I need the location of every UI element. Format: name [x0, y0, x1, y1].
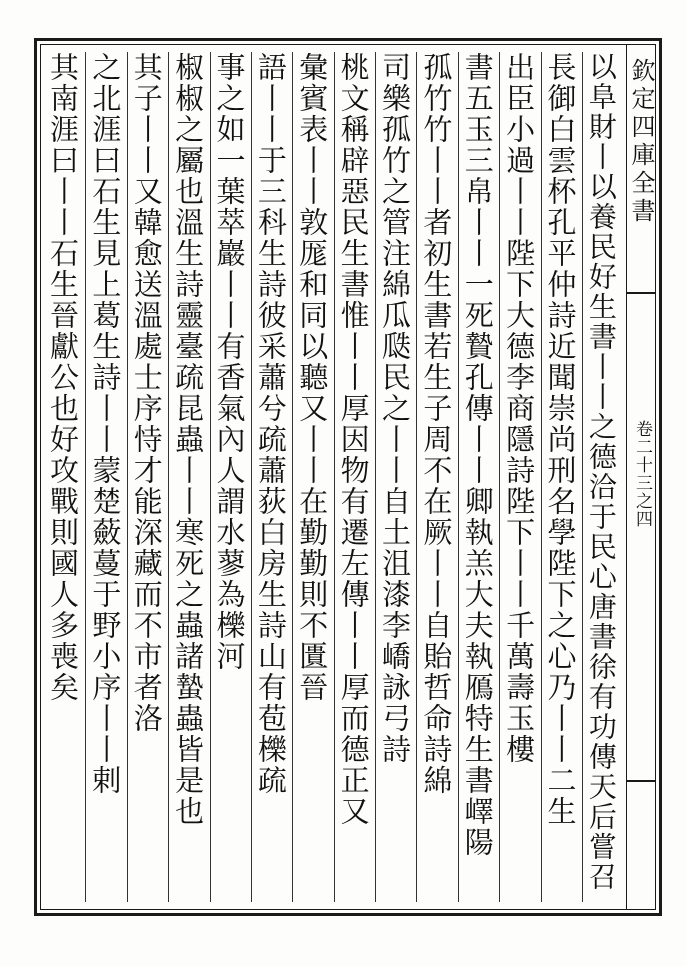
text-column	[416, 52, 456, 902]
column-text: 彙賓表丨丨敦厖和同以聽又丨丨在勤勤則不匱晉	[295, 52, 330, 703]
column-text: 長御白雲杯孔平仲詩近聞崇尚刑名學陛下之心乃丨丨二生	[543, 52, 578, 827]
column-text: 司樂孤竹之管注綿瓜瓞民之丨丨自土沮漆李嶠詠弓詩	[378, 52, 412, 765]
text-column	[85, 52, 125, 902]
text-body	[44, 52, 622, 902]
text-column	[582, 52, 622, 902]
chapter-label: 卷二十三之四	[632, 420, 652, 528]
text-column	[127, 52, 167, 902]
margin-marker-top	[626, 292, 656, 294]
text-column	[541, 52, 581, 902]
column-text: 孤竹竹丨丨者初生書若生子周不在厥丨丨自貽哲命詩綿	[419, 52, 454, 796]
text-column	[499, 52, 539, 902]
series-title: 欽定四庫全書	[627, 58, 655, 226]
column-text: 椒椒之屬也溫生詩靈臺疏昆蟲丨丨寒死之蟲諸蟄蟲皆是也	[171, 52, 206, 827]
text-column	[334, 52, 374, 902]
margin-marker-bottom	[626, 780, 656, 782]
text-column	[44, 52, 84, 902]
column-text: 其南涯曰丨丨石生晉獻公也好攻戰則國人多喪矣	[46, 52, 80, 703]
column-text: 其子丨丨又韓愈送溫處士序恃才能深藏而不市者洛	[129, 52, 164, 734]
column-text: 桃文稱辟惡民生書惟丨丨厚因物有遷左傳丨丨厚而德正又	[336, 52, 371, 827]
text-column	[210, 52, 250, 902]
text-column	[168, 52, 208, 902]
column-text: 語丨丨于三科生詩彼采蕭兮疏蕭荻白房生詩山有苞櫟疏	[253, 52, 288, 796]
text-column	[375, 52, 415, 902]
column-text: 書五玉三帛丨丨一死贄孔傳丨丨卿執羔大夫執鴈特生書嶧陽	[460, 52, 495, 858]
text-column	[251, 52, 291, 902]
column-text: 出臣小過丨丨陛下大德李商隱詩陛下丨丨千萬壽玉樓	[502, 52, 537, 765]
text-column	[458, 52, 498, 902]
text-column	[292, 52, 332, 902]
column-text: 之北涯曰石生見上葛生詩丨丨蒙楚蘞蔓于野小序丨丨剌	[88, 52, 123, 796]
column-text: 以阜財丨以養民好生書丨丨之德洽于民心唐書徐有功傳天后嘗召	[584, 52, 618, 892]
column-text: 事之如一葉萃巖丨丨有香氣內人謂水蓼為櫟河	[212, 52, 247, 672]
